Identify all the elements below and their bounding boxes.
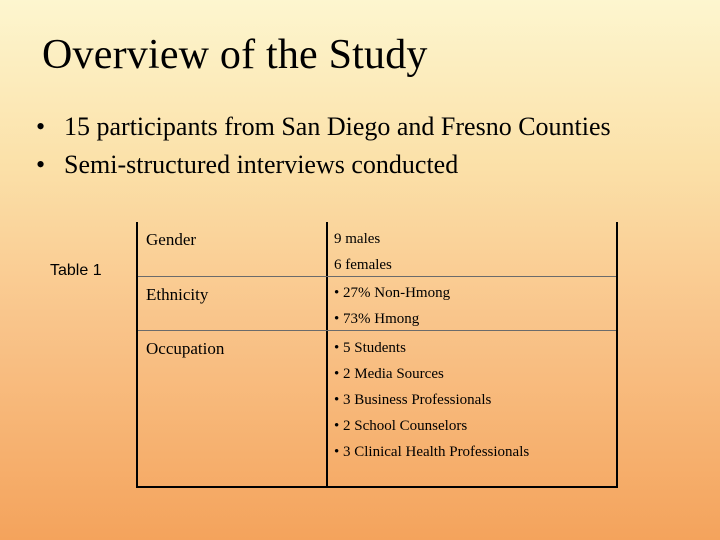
bullet-icon: • <box>36 112 46 141</box>
table-row-label-ethnicity: Ethnicity <box>146 285 209 304</box>
study-table <box>136 222 618 488</box>
column-divider <box>326 222 328 486</box>
table-caption: Table 1 <box>50 262 102 279</box>
table-cell-value: • 2 Media Sources <box>334 366 444 382</box>
table-row-values-occupation <box>334 335 529 465</box>
bullet-item <box>36 108 611 146</box>
table-row-label-gender: Gender <box>146 230 197 249</box>
bullet-icon: • <box>36 150 46 179</box>
table-row-values-ethnicity <box>334 280 450 332</box>
bullet-item <box>36 146 611 184</box>
bullet-text: Semi-structured interviews conducted <box>64 150 459 179</box>
table-cell-value: • 5 Students <box>334 340 406 356</box>
table-cell-value: • 73% Hmong <box>334 311 420 327</box>
table-cell-value: • 2 School Counselors <box>334 418 468 434</box>
table-cell-value: 9 males <box>334 231 381 247</box>
slide-title: Overview of the Study <box>42 32 428 78</box>
table-cell-value: • 3 Clinical Health Professionals <box>334 444 530 460</box>
table-cell-value: 6 females <box>334 257 392 273</box>
table-cell-value: • 3 Business Professionals <box>334 392 492 408</box>
table-row-values-gender <box>334 226 392 278</box>
table-cell-value: • 27% Non-Hmong <box>334 285 451 301</box>
bullet-list <box>36 108 611 184</box>
bullet-text: 15 participants from San Diego and Fresno Counties <box>64 112 611 141</box>
table-row-label-occupation: Occupation <box>146 339 225 358</box>
